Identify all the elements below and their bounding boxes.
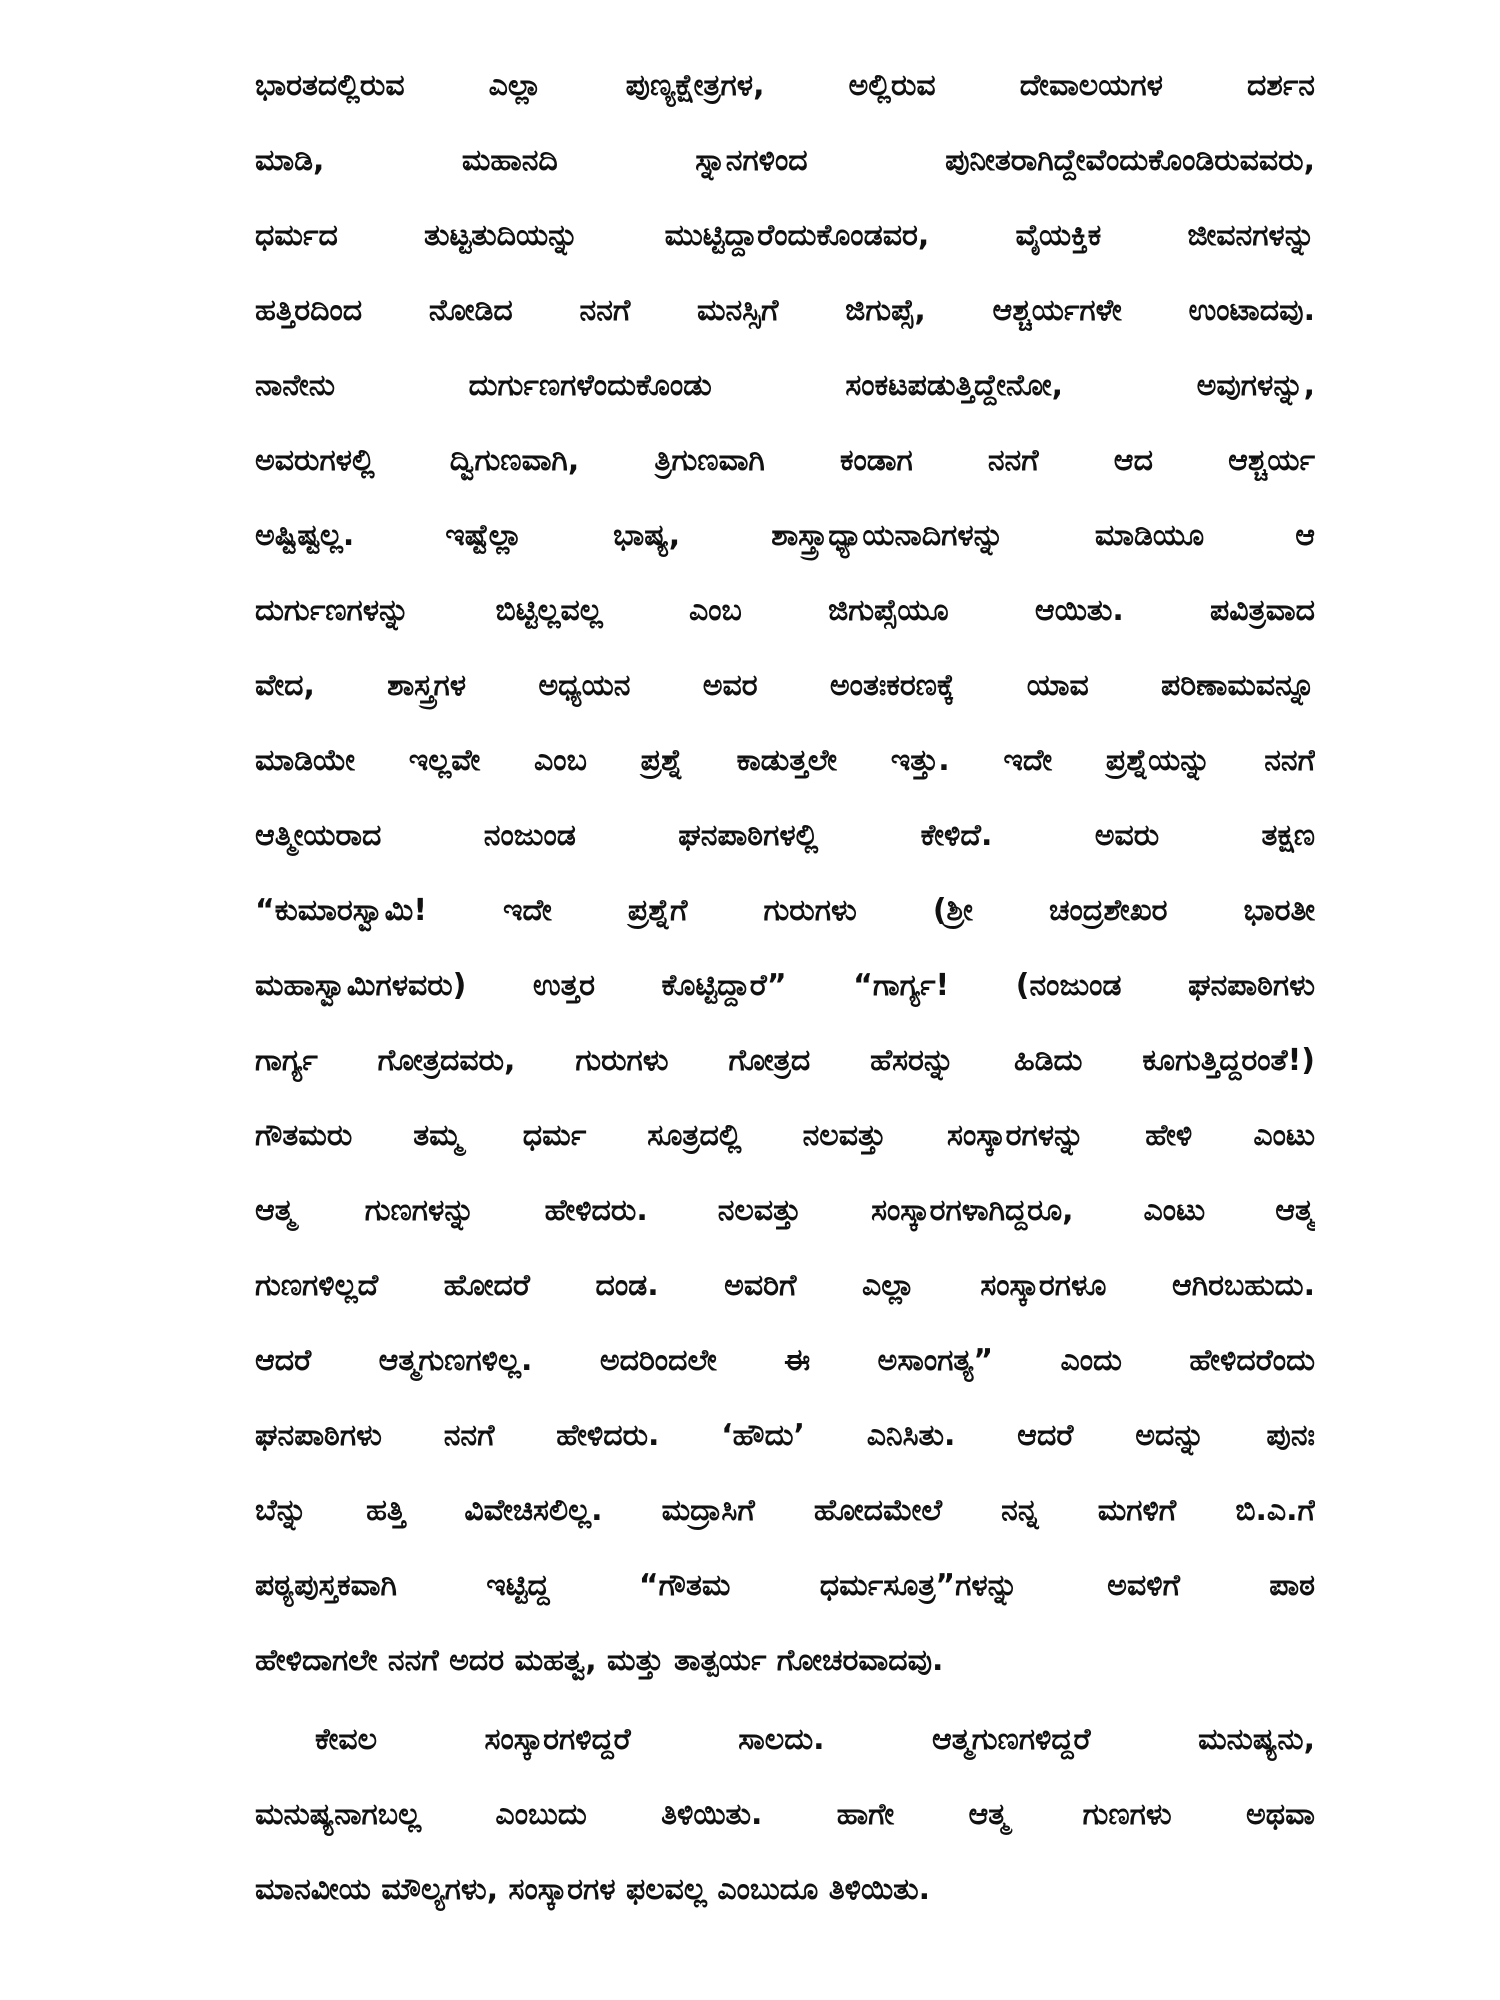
text-line: ಮಹಾಸ್ವಾಮಿಗಳವರು) ಉತ್ತರ ಕೊಟ್ಟಿದ್ದಾರೆ” “ಗಾರ್ಗ್ಯ! (ನಂಜುಂಡ ಘನಪಾಠಿಗಳು [255, 968, 1315, 1003]
text-line: ಪಠ್ಯಪುಸ್ತಕವಾಗಿ ಇಟ್ಟಿದ್ದ “ಗೌತಮ ಧರ್ಮಸೂತ್ರ”ಗಳನ್ನು ಅವಳಿಗೆ ಪಾಠ [255, 1568, 1315, 1603]
text-line: ಕೇವಲ ಸಂಸ್ಕಾರಗಳಿದ್ದರೆ ಸಾಲದು. ಆತ್ಮಗುಣಗಳಿದ್ದರೆ ಮನುಷ್ಯನು, [315, 1722, 1315, 1757]
text-line: ಮಾಡಿ, ಮಹಾನದಿ ಸ್ನಾನಗಳಿಂದ ಪುನೀತರಾಗಿದ್ದೇವೆಂದುಕೊಂಡಿರುವವರು, [255, 143, 1315, 178]
text-line: ಮಾಡಿಯೇ ಇಲ್ಲವೇ ಎಂಬ ಪ್ರಶ್ನೆ ಕಾಡುತ್ತಲೇ ಇತ್ತು. ಇದೇ ಪ್ರಶ್ನೆಯನ್ನು ನನಗೆ [255, 743, 1315, 778]
text-line: ಆತ್ಮೀಯರಾದ ನಂಜುಂಡ ಘನಪಾಠಿಗಳಲ್ಲಿ ಕೇಳಿದೆ. ಅವರು ತಕ್ಷಣ [255, 818, 1315, 853]
text-line: ಗುಣಗಳಿಲ್ಲದೆ ಹೋದರೆ ದಂಡ. ಅವರಿಗೆ ಎಲ್ಲಾ ಸಂಸ್ಕಾರಗಳೂ ಆಗಿರಬಹುದು. [255, 1268, 1315, 1303]
text-line: ದುರ್ಗುಣಗಳನ್ನು ಬಿಟ್ಟಿಲ್ಲವಲ್ಲ ಎಂಬ ಜಿಗುಪ್ಸೆಯೂ ಆಯಿತು. ಪವಿತ್ರವಾದ [255, 593, 1315, 628]
text-line: ಮನುಷ್ಯನಾಗಬಲ್ಲ ಎಂಬುದು ತಿಳಿಯಿತು. ಹಾಗೇ ಆತ್ಮ ಗುಣಗಳು ಅಥವಾ [255, 1797, 1315, 1832]
text-line: ಆದರೆ ಆತ್ಮಗುಣಗಳಿಲ್ಲ. ಅದರಿಂದಲೇ ಈ ಅಸಾಂಗತ್ಯ” ಎಂದು ಹೇಳಿದರೆಂದು [255, 1343, 1315, 1378]
text-line: ಹತ್ತಿರದಿಂದ ನೋಡಿದ ನನಗೆ ಮನಸ್ಸಿಗೆ ಜಿಗುಪ್ಸೆ, ಆಶ್ಚರ್ಯಗಳೇ ಉಂಟಾದವು. [255, 293, 1315, 328]
text-line: ಧರ್ಮದ ತುಟ್ಟತುದಿಯನ್ನು ಮುಟ್ಟಿದ್ದಾರೆಂದುಕೊಂಡವರ, ವೈಯಕ್ತಿಕ ಜೀವನಗಳನ್ನು [255, 218, 1315, 253]
text-line: ಅಷ್ಟಿಷ್ಟಲ್ಲ. ಇಷ್ಟೆಲ್ಲಾ ಭಾಷ್ಯ, ಶಾಸ್ತ್ರಾಧ್ಯಾಯನಾದಿಗಳನ್ನು ಮಾಡಿಯೂ ಆ [255, 518, 1315, 553]
text-line: ಆತ್ಮ ಗುಣಗಳನ್ನು ಹೇಳಿದರು. ನಲವತ್ತು ಸಂಸ್ಕಾರಗಳಾಗಿದ್ದರೂ, ಎಂಟು ಆತ್ಮ [255, 1193, 1315, 1228]
text-line: ಹೇಳಿದಾಗಲೇ ನನಗೆ ಅದರ ಮಹತ್ವ, ಮತ್ತು ತಾತ್ಪರ್ಯ ಗೋಚರವಾದವು. [255, 1643, 944, 1678]
text-line: ಬೆನ್ನು ಹತ್ತಿ ವಿವೇಚಿಸಲಿಲ್ಲ. ಮದ್ರಾಸಿಗೆ ಹೋದಮೇಲೆ ನನ್ನ ಮಗಳಿಗೆ ಬಿ.ಎ.ಗೆ [255, 1493, 1315, 1528]
text-line: ಗಾರ್ಗ್ಯ ಗೋತ್ರದವರು, ಗುರುಗಳು ಗೋತ್ರದ ಹೆಸರನ್ನು ಹಿಡಿದು ಕೂಗುತ್ತಿದ್ದರಂತೆ!) [255, 1043, 1315, 1078]
text-line: ಭಾರತದಲ್ಲಿರುವ ಎಲ್ಲಾ ಪುಣ್ಯಕ್ಷೇತ್ರಗಳ, ಅಲ್ಲಿರುವ ದೇವಾಲಯಗಳ ದರ್ಶನ [255, 68, 1315, 103]
paragraph-2 [255, 1702, 1315, 1927]
text-line: ಗೌತಮರು ತಮ್ಮ ಧರ್ಮ ಸೂತ್ರದಲ್ಲಿ ನಲವತ್ತು ಸಂಸ್ಕಾರಗಳನ್ನು ಹೇಳಿ ಎಂಟು [255, 1118, 1315, 1153]
text-line: “ಕುಮಾರಸ್ವಾಮಿ! ಇದೇ ಪ್ರಶ್ನೆಗೆ ಗುರುಗಳು (ಶ್ರೀ ಚಂದ್ರಶೇಖರ ಭಾರತೀ [255, 893, 1315, 928]
paragraph-1 [255, 48, 1315, 1698]
text-line: ಘನಪಾಠಿಗಳು ನನಗೆ ಹೇಳಿದರು. ‘ಹೌದು’ ಎನಿಸಿತು. ಆದರೆ ಅದನ್ನು ಪುನಃ [255, 1418, 1315, 1453]
text-line: ಅವರುಗಳಲ್ಲಿ ದ್ವಿಗುಣವಾಗಿ, ತ್ರಿಗುಣವಾಗಿ ಕಂಡಾಗ ನನಗೆ ಆದ ಆಶ್ಚರ್ಯ [255, 443, 1315, 478]
text-line: ವೇದ, ಶಾಸ್ತ್ರಗಳ ಅಧ್ಯಯನ ಅವರ ಅಂತಃಕರಣಕ್ಕೆ ಯಾವ ಪರಿಣಾಮವನ್ನೂ [255, 668, 1315, 703]
text-line: ನಾನೇನು ದುರ್ಗುಣಗಳೆಂದುಕೊಂಡು ಸಂಕಟಪಡುತ್ತಿದ್ದೇನೋ, ಅವುಗಳನ್ನು, [255, 368, 1315, 403]
text-line: ಮಾನವೀಯ ಮೌಲ್ಯಗಳು, ಸಂಸ್ಕಾರಗಳ ಫಲವಲ್ಲ ಎಂಬುದೂ ತಿಳಿಯಿತು. [255, 1872, 931, 1907]
